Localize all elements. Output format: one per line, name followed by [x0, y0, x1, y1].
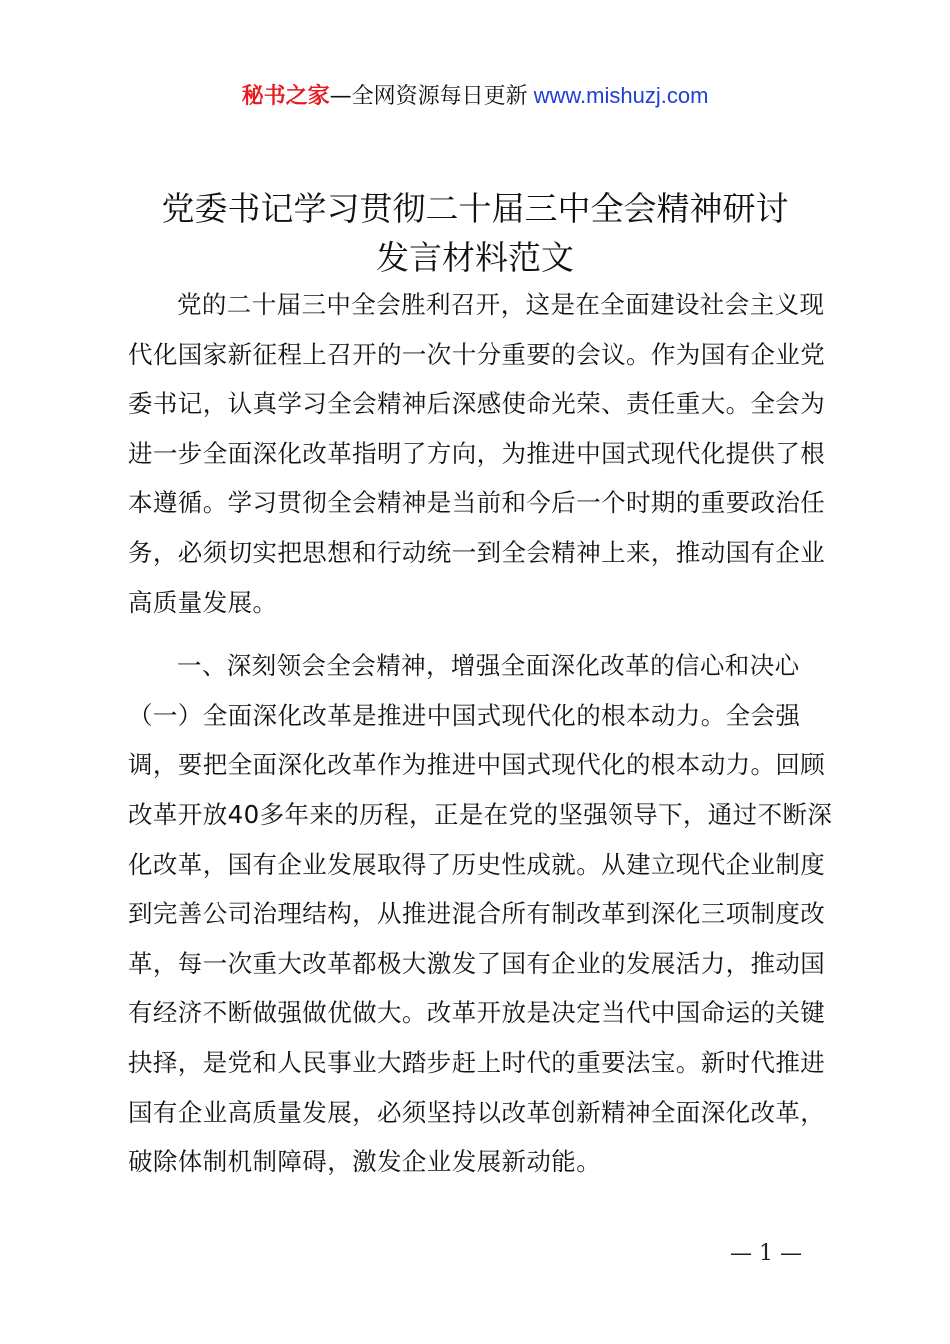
title-line-1: 党委书记学习贯彻二十届三中全会精神研讨	[161, 189, 789, 228]
header-tagline: —全网资源每日更新	[329, 84, 528, 109]
section-1-paragraph: （一）全面深化改革是推进中国式现代化的根本动力。全会强调，要把全面深化改革作为推进中国式现代化的根本动力。回顾改革开放40多年来的历程，正是在党的坚强领导下，通过不断深化改革，国有企业发展取得了历史性成就。从建立现代企业制度到完善公司治理结构，从推进混合所有制改革到深化三项制度改革，每一次重大改革都极大激发了国有企业的发展活力，推动国有经济不断做强做优做大。改革开放是决定当代中国命运的关键抉择，是党和人民事业大踏步赶上时代的重要法宝。新时代推进国有企业高质量发展，必须坚持以改革创新精神全面深化改革，破除体制机制障碍，激发企业发展新动能。	[128, 700, 833, 1177]
document-body	[128, 280, 834, 1187]
intro-paragraph: 党的二十届三中全会胜利召开，这是在全面建设社会主义现代化国家新征程上召开的一次十分重要的会议。作为国有企业党委书记，认真学习全会精神后深感使命光荣、责任重大。全会为进一步全面深化改革指明了方向，为推进中国式现代化提供了根本遵循。学习贯彻全会精神是当前和今后一个时期的重要政治任务，必须切实把思想和行动统一到全会精神上来，推动国有企业高质量发展。	[128, 290, 826, 617]
section-1-heading: 一、深刻领会全会精神，增强全面深化改革的信心和决心	[177, 651, 800, 681]
title-line-2: 发言材料范文	[376, 238, 574, 277]
brand-name: 秘书之家	[241, 84, 330, 109]
page-number: — 1 —	[730, 1241, 802, 1266]
site-url-link[interactable]: www.mishuzj.com	[533, 83, 709, 108]
document-title	[100, 184, 850, 282]
site-header	[0, 80, 950, 113]
